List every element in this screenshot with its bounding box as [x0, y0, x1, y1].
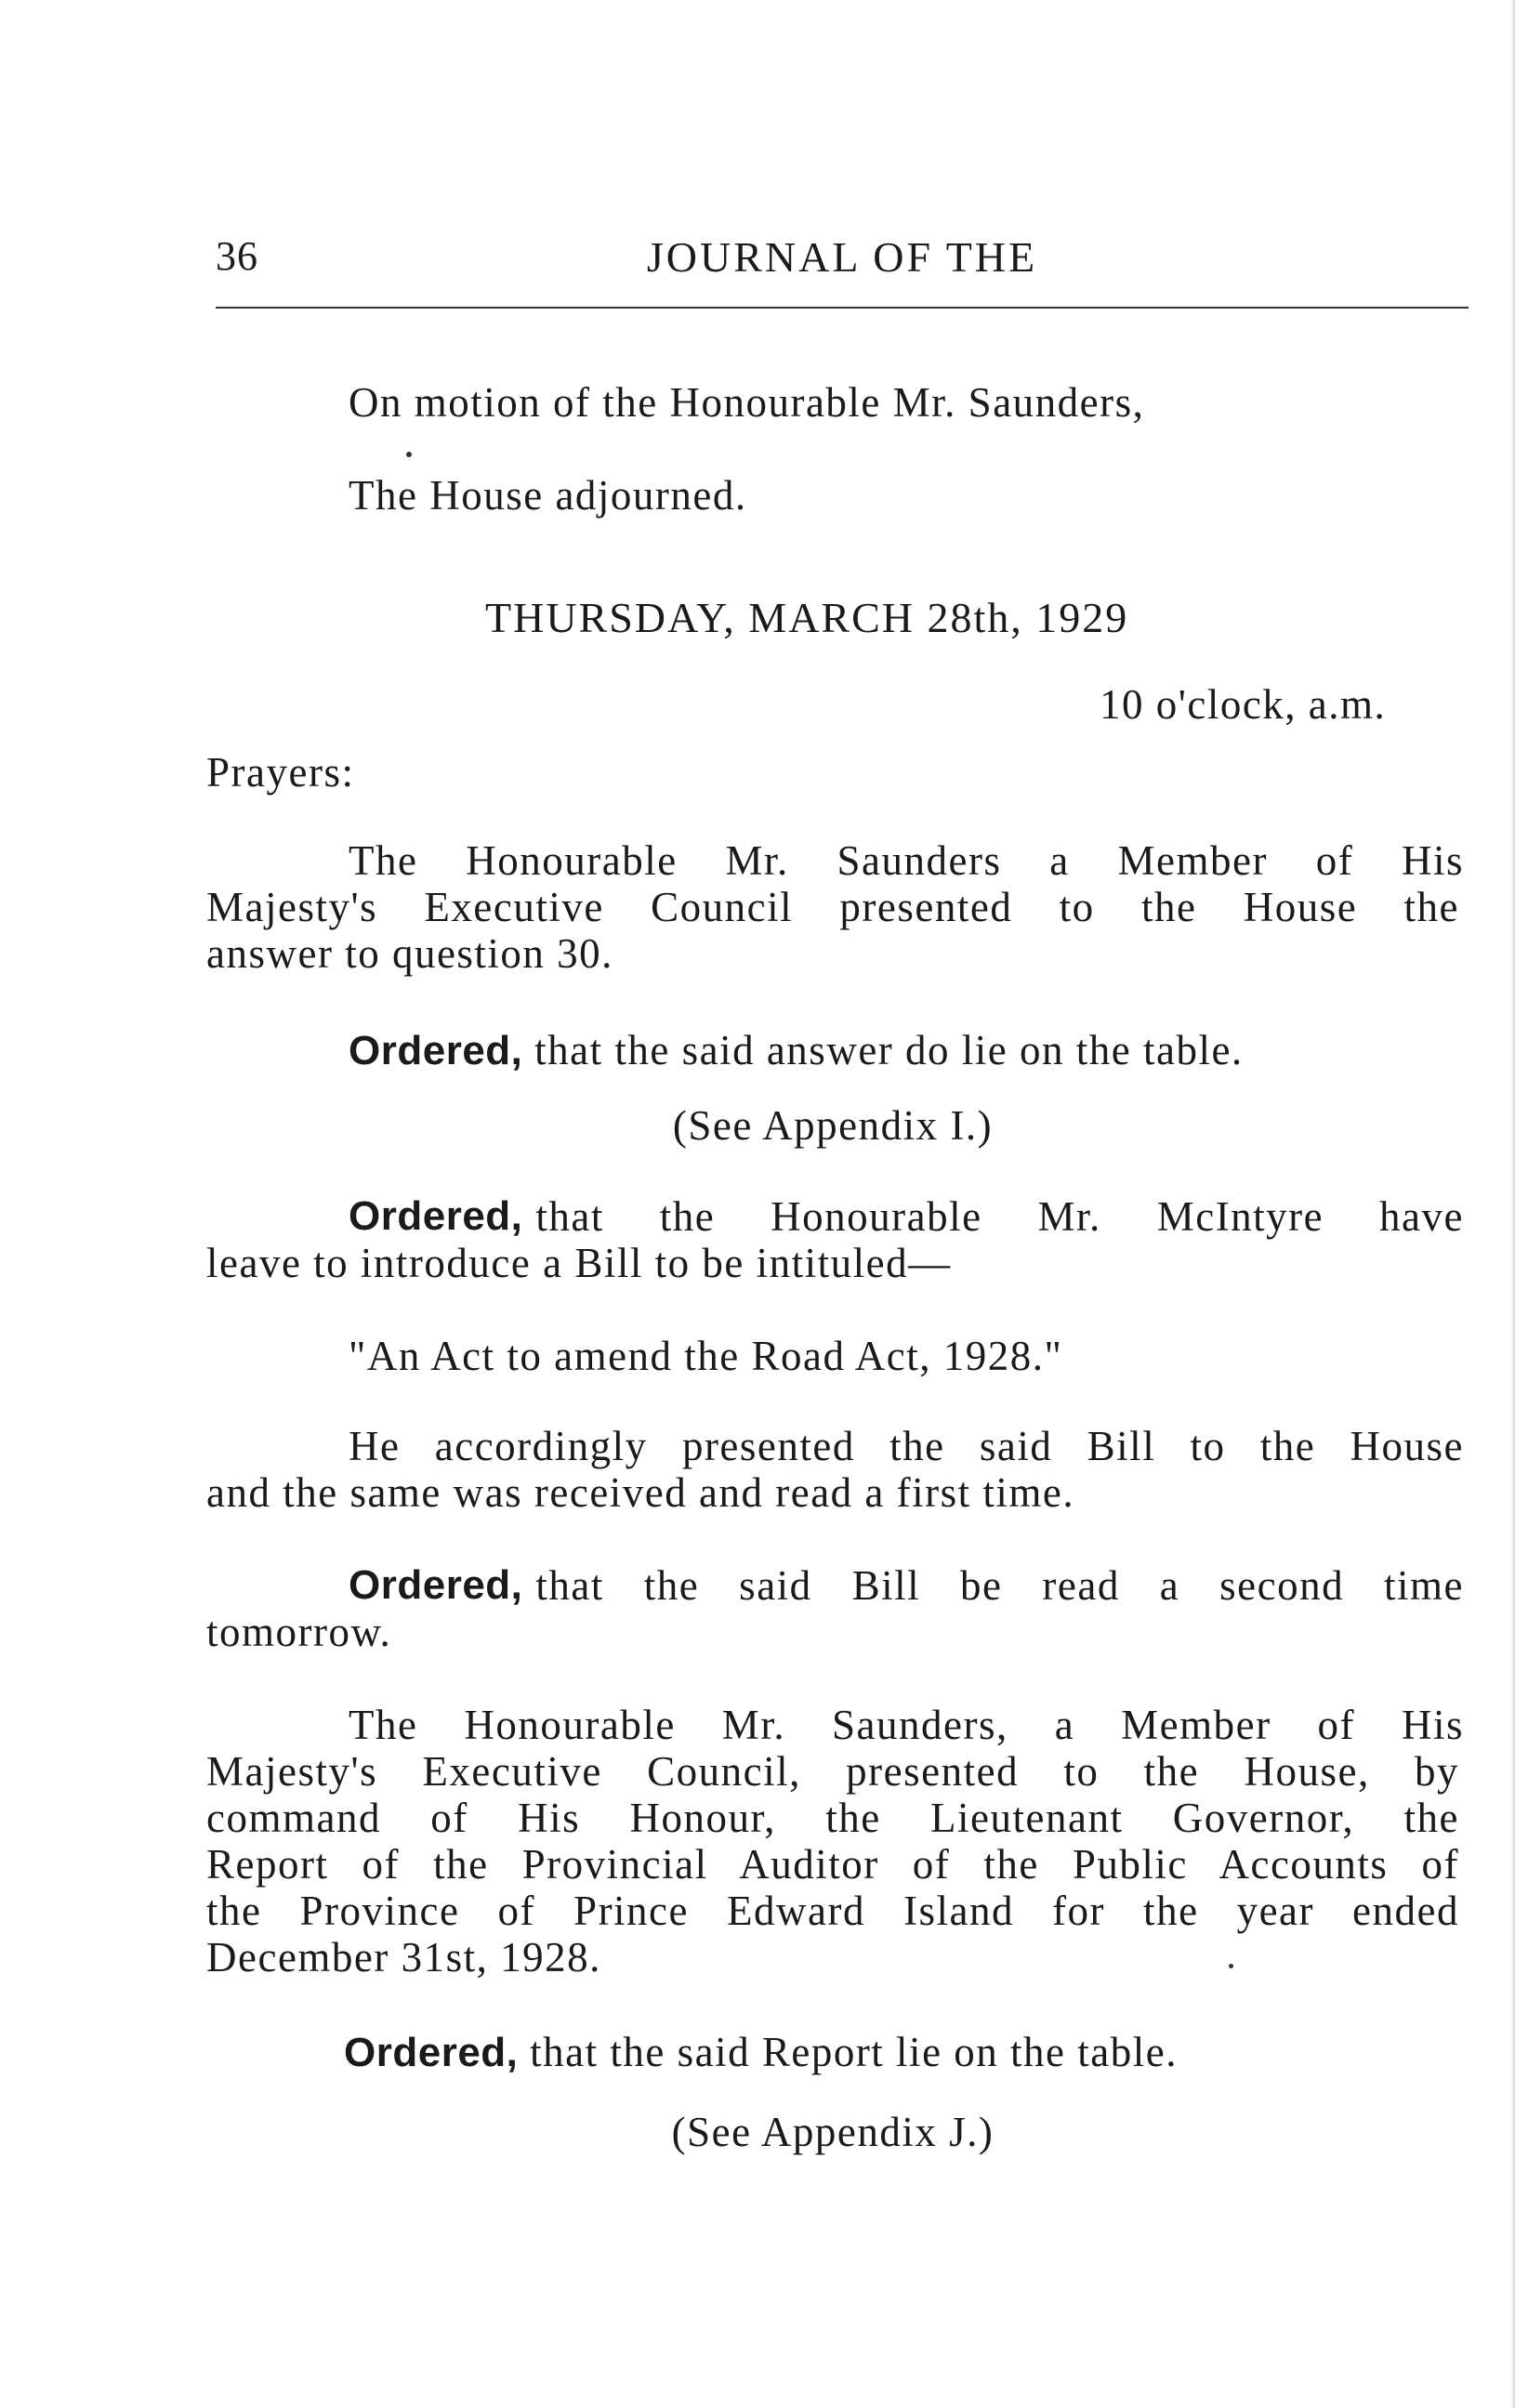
page-number: 36	[216, 233, 258, 279]
para-report-line-2: Majesty's Executive Council, presented to the House, by	[206, 1748, 1459, 1795]
act-title: "An Act to amend the Road Act, 1928."	[349, 1333, 1063, 1379]
appendix-j-ref: (See Appendix J.)	[671, 2109, 995, 2155]
ink-speck	[406, 452, 412, 457]
ordered-report-text: that the said Report lie on the table.	[530, 2029, 1178, 2075]
ordered-bill-line-1	[349, 1193, 1464, 1240]
ordered-second-line-2: tomorrow.	[206, 1609, 392, 1655]
para-report-line-4: Report of the Provincial Auditor of the Public Accounts of	[206, 1841, 1459, 1888]
ordered-second-text: that the said Bill be read a second time	[535, 1562, 1464, 1609]
page-edge-shadow	[1511, 0, 1515, 2408]
para-answer-line-1: The Honourable Mr. Saunders a Member of His	[349, 837, 1464, 884]
date-heading: THURSDAY, MARCH 28th, 1929	[485, 594, 1129, 641]
ordered-label: Ordered,	[349, 1193, 523, 1239]
prayers-label: Prayers:	[206, 749, 355, 796]
ink-speck	[1229, 1964, 1233, 1968]
ordered-second-line-1	[349, 1562, 1464, 1609]
para-answer-line-3: answer to question 30.	[206, 930, 613, 977]
ordered-bill-text: that the Honourable Mr. McIntyre have	[535, 1193, 1464, 1240]
para-report-line-3: command of His Honour, the Lieutenant Governor, the	[206, 1795, 1459, 1841]
ordered-label: Ordered,	[349, 1562, 523, 1608]
para-answer-line-2: Majesty's Executive Council presented to the House the	[206, 884, 1459, 930]
time-line: 10 o'clock, a.m.	[1100, 681, 1387, 728]
ordered-answer-line	[349, 1027, 1244, 1074]
para-report-line-1: The Honourable Mr. Saunders, a Member of His	[349, 1702, 1464, 1748]
ordered-label: Ordered,	[349, 1028, 523, 1073]
ordered-report-line	[344, 2029, 1178, 2076]
ordered-answer-text: that the said answer do lie on the table.	[534, 1027, 1244, 1073]
page-header	[216, 232, 1469, 297]
para-report-line-5: the Province of Prince Edward Island for the year ended	[206, 1888, 1459, 1934]
para-presented-line-1: He accordingly presented the said Bill to the House	[349, 1423, 1464, 1469]
header-rule	[216, 307, 1469, 309]
motion-line: On motion of the Honourable Mr. Saunders,	[349, 379, 1145, 426]
appendix-i-ref: (See Appendix I.)	[672, 1102, 994, 1149]
adjourned-line: The House adjourned.	[349, 472, 747, 519]
para-report-line-6: December 31st, 1928.	[206, 1934, 601, 1980]
para-presented-line-2: and the same was received and read a first time.	[206, 1469, 1075, 1516]
ordered-label: Ordered,	[344, 2030, 519, 2075]
ordered-bill-line-2: leave to introduce a Bill to be intituled—	[206, 1240, 952, 1286]
running-head: JOURNAL OF THE	[646, 233, 1038, 281]
